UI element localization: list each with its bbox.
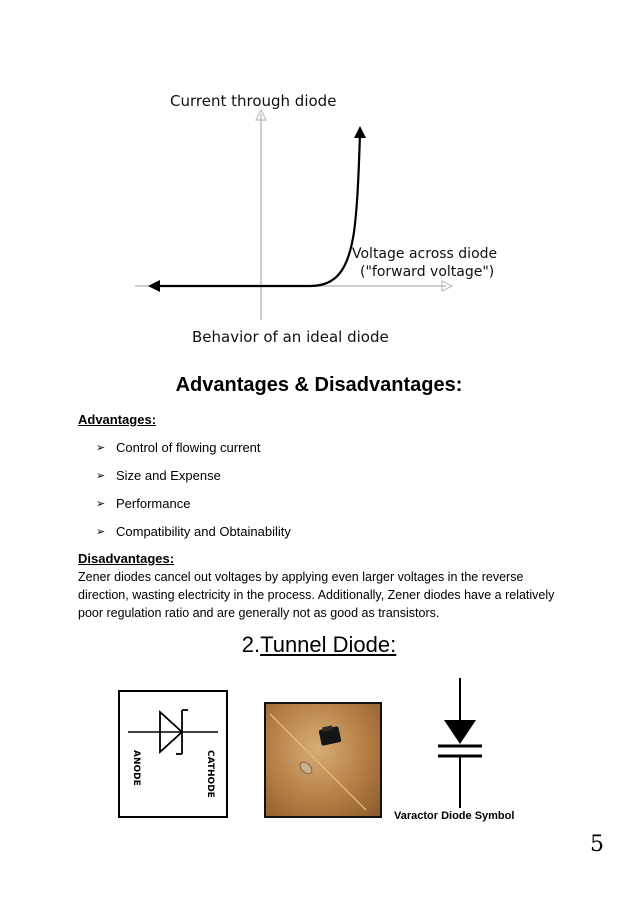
list-item: ➢ Control of flowing current: [96, 440, 261, 455]
advantages-title: Advantages:: [78, 412, 157, 427]
diode-iv-figure: [120, 82, 540, 352]
arrow-bullet-icon: ➢: [96, 498, 106, 510]
tunnel-diode-heading: [0, 632, 638, 658]
diode-curve: [156, 134, 360, 286]
anode-label: ANODE: [131, 750, 141, 786]
tunnel-diode-photo: [264, 702, 382, 818]
section-heading: Advantages & Disadvantages:: [175, 374, 463, 396]
page-number: 5: [590, 832, 604, 857]
list-item: ➢ Compatibility and Obtainability: [96, 524, 291, 539]
curve-up-arrow: [354, 126, 366, 138]
varactor-caption: Varactor Diode Symbol: [394, 810, 515, 822]
advantages-list: [96, 440, 291, 552]
cathode-label: CATHODE: [205, 750, 215, 798]
x-axis-label-line2: ("forward voltage"): [360, 264, 495, 280]
y-axis-label: Current through diode: [170, 92, 337, 110]
disadvantages-title: Disadvantages:: [78, 551, 175, 566]
list-item: ➢ Performance: [96, 496, 191, 511]
arrow-bullet-icon: ➢: [96, 442, 106, 454]
diode-component-icon: [266, 704, 380, 816]
figure-caption: Behavior of an ideal diode: [192, 328, 389, 346]
arrow-bullet-icon: ➢: [96, 526, 106, 538]
diode-symbol-icon: [120, 692, 226, 816]
x-axis-label-line1: Voltage across diode: [352, 246, 498, 262]
diode-symbol-box: [118, 690, 228, 818]
heading-title: Tunnel Diode:: [260, 632, 397, 657]
disadvantages-text: Zener diodes cancel out voltages by applying even larger voltages in the reverse direction, wasting electricity in the process. Additionally, Zener diodes have a relatively poor regulation ratio and are generally not as good as transistors.: [78, 570, 555, 620]
heading-number: 2.: [241, 632, 261, 657]
arrow-bullet-icon: ➢: [96, 470, 106, 482]
varactor-symbol-icon: [430, 678, 490, 808]
list-item: ➢ Size and Expense: [96, 468, 221, 483]
curve-left-arrow: [148, 280, 160, 292]
